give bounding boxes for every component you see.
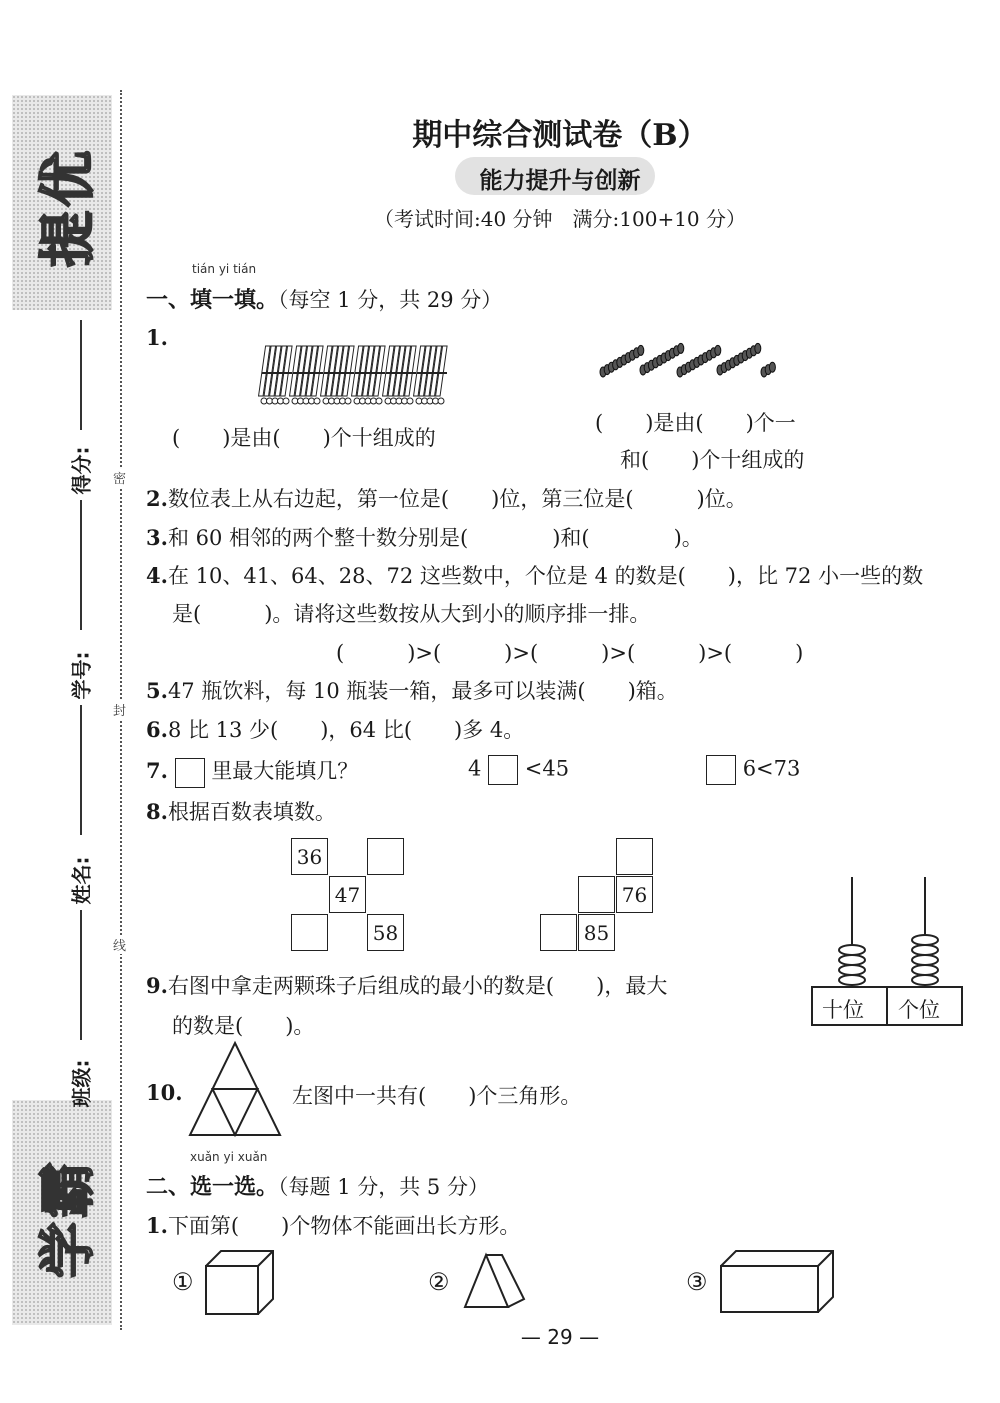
q8: 8.根据百数表填数。 — [146, 799, 336, 824]
q9-line1: 9.右图中拿走两颗珠子后组成的最小的数是( )，最大 — [146, 973, 668, 998]
bead — [678, 343, 684, 353]
bead — [769, 362, 775, 372]
grid2-cell: 76 — [616, 876, 653, 913]
q10-text: 左图中一共有( )个三角形。 — [292, 1084, 582, 1108]
abacus-ones-label: 个位 — [898, 998, 940, 1022]
sidebar-line — [80, 320, 82, 430]
option-1-label[interactable]: ① — [172, 1268, 194, 1296]
sidebar-line — [80, 705, 82, 835]
class-label: 班级: — [69, 1059, 94, 1108]
s2-q1: 1.下面第( )个物体不能画出长方形。 — [146, 1213, 521, 1238]
abacus-bead — [839, 945, 865, 955]
abacus-bead — [839, 965, 865, 975]
cut-mark: 封 — [113, 700, 126, 719]
q2: 2.数位表上从右边起，第一位是( )位，第三位是( )位。 — [146, 486, 747, 511]
option-2-label[interactable]: ② — [428, 1268, 450, 1296]
section1-heading — [146, 283, 502, 314]
q7-expr2: 6<73 — [706, 755, 800, 785]
bottom-banner-text: 学霸 — [36, 1158, 101, 1278]
abacus-bead — [839, 955, 865, 965]
stick-end — [438, 398, 444, 404]
grid2-cell[interactable] — [616, 838, 653, 875]
grid2-cell[interactable] — [578, 876, 615, 913]
q7-answer-box-2[interactable] — [706, 755, 736, 785]
name-label: 姓名: — [69, 856, 94, 905]
abacus-bead — [839, 975, 865, 985]
sidebar-line — [80, 500, 82, 630]
stick-end — [407, 398, 413, 404]
bead-strings-image — [598, 330, 788, 380]
section1-note: （每空 1 分，共 29 分） — [278, 288, 503, 312]
abacus-bead — [912, 955, 938, 965]
sidebar-bottom-banner — [12, 1100, 112, 1325]
exam-info: （考试时间:40 分钟 满分:100+10 分） — [373, 207, 747, 231]
student-id-label: 学号: — [69, 651, 94, 700]
stick-end — [376, 398, 382, 404]
subtitle: 能力提升与创新 — [479, 168, 641, 194]
option-3-label[interactable]: ③ — [686, 1268, 708, 1296]
section2-heading — [146, 1170, 489, 1201]
q6: 6.8 比 13 少( )，64 比( )多 4。 — [146, 717, 525, 742]
q7-answer-box-1[interactable] — [488, 755, 518, 785]
grid1-cell: 47 — [329, 876, 366, 913]
grid1-cell[interactable] — [367, 838, 404, 875]
abacus-bead — [912, 935, 938, 945]
grid1-cell: 58 — [367, 914, 404, 951]
section2-note: （每题 1 分，共 5 分） — [278, 1175, 489, 1199]
cuboid-image — [718, 1248, 838, 1318]
bead — [755, 343, 761, 353]
cut-mark: 密 — [113, 468, 126, 487]
grid2-cell[interactable] — [540, 914, 577, 951]
abacus-bead — [912, 975, 938, 985]
abacus-bead — [912, 945, 938, 955]
grid2-cell: 85 — [578, 914, 615, 951]
stick-end — [283, 398, 289, 404]
q1-left-text: ( )是由( )个十组成的 — [172, 426, 436, 450]
triangular-prism-image — [462, 1252, 537, 1312]
page-title: 期中综合测试卷（B） — [412, 118, 708, 153]
q5: 5.47 瓶饮料，每 10 瓶装一箱，最多可以装满( )箱。 — [146, 678, 678, 703]
abacus-tens-label: 十位 — [822, 998, 864, 1022]
section2-pinyin: xuǎn yi xuǎn — [190, 1150, 268, 1164]
q10-number: 10. — [146, 1080, 183, 1105]
cube-image — [203, 1248, 283, 1323]
stick-bundles-image — [258, 343, 458, 413]
stick-end — [314, 398, 320, 404]
page-number: — 29 — — [520, 1325, 600, 1349]
bead — [715, 345, 721, 355]
grid1-cell: 36 — [291, 838, 328, 875]
q4-line2: 是( )。请将这些数按从大到小的顺序排一排。 — [172, 602, 651, 626]
section2-title: 二、选一选。 — [146, 1174, 279, 1200]
top-banner-text: 提优 — [36, 147, 101, 267]
section1-title: 一、填一填。 — [146, 287, 279, 313]
q7-expr1: 4 <45 — [468, 755, 569, 785]
triangle-figure — [185, 1040, 295, 1140]
q1-right-line2: 和( )个十组成的 — [620, 448, 805, 472]
q3: 3.和 60 相邻的两个整十数分别是( )和( )。 — [146, 525, 703, 550]
sidebar-line — [80, 910, 82, 1040]
q4-line3: ( )>( )>( )>( )>( ) — [336, 641, 804, 665]
q9-line2: 的数是( )。 — [172, 1014, 315, 1038]
stick-end — [345, 398, 351, 404]
q1-number: 1. — [146, 325, 168, 350]
section1-pinyin: tián yi tián — [192, 262, 257, 276]
grid1-cell[interactable] — [291, 914, 328, 951]
score-label: 得分: — [69, 446, 94, 495]
q7: 7. 里最大能填几？ — [146, 755, 358, 788]
bead — [638, 345, 644, 355]
q1-right-line1: ( )是由( )个一 — [595, 411, 796, 435]
q7-box[interactable] — [175, 758, 205, 788]
abacus-bead — [912, 965, 938, 975]
sidebar-top-banner — [12, 95, 112, 310]
q4-line1: 4.在 10、41、64、28、72 这些数中，个位是 4 的数是( )，比 72 小一些的数 — [146, 563, 924, 588]
cut-mark: 线 — [113, 935, 126, 954]
